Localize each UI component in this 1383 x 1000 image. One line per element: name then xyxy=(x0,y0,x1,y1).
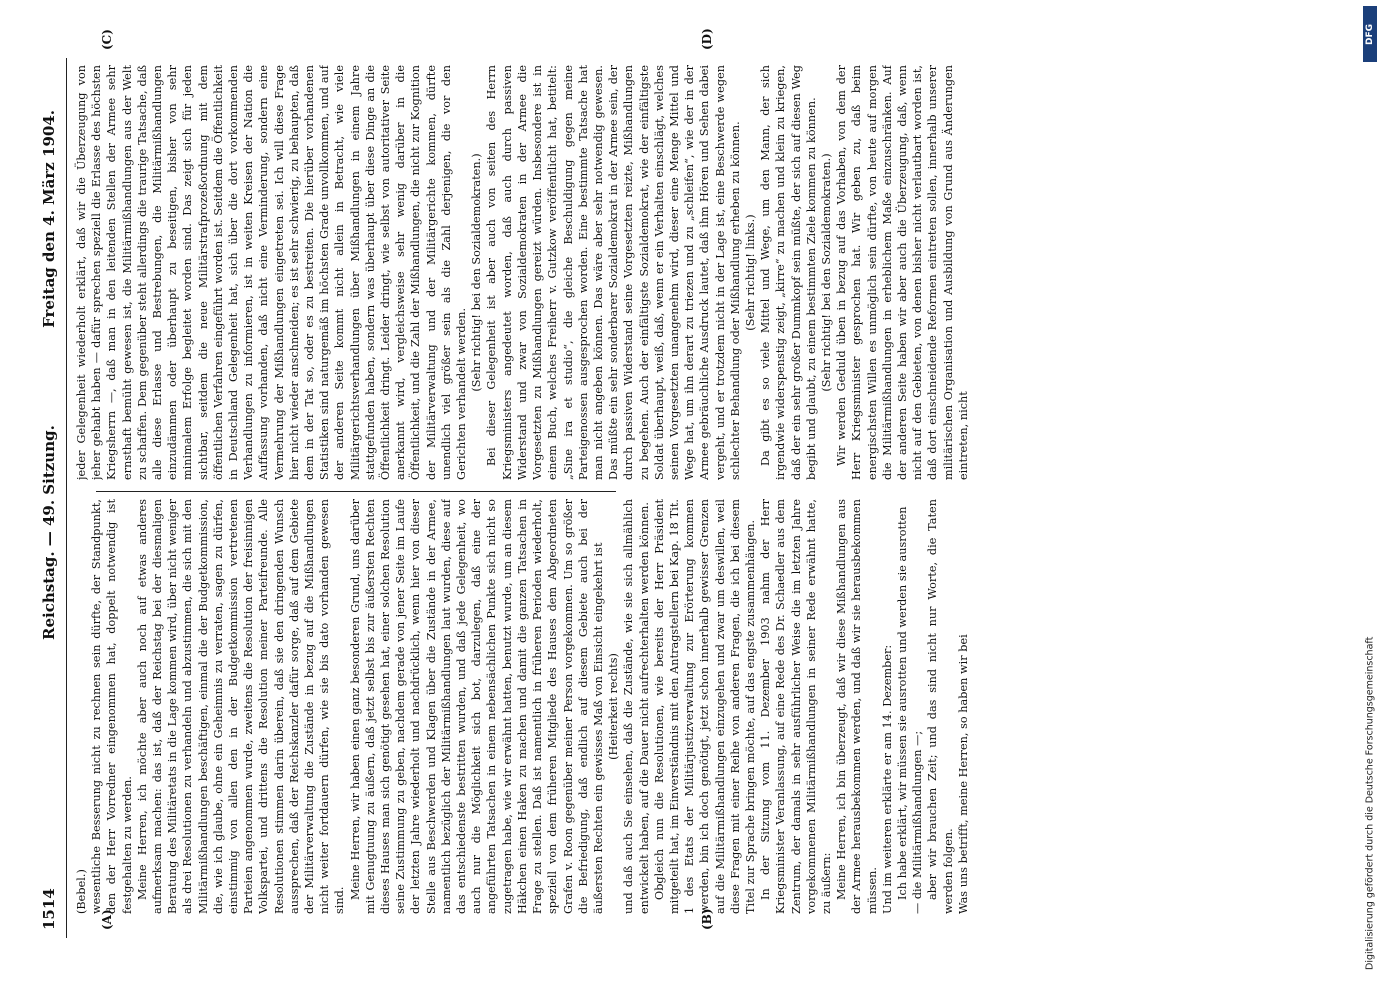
digitization-sidebar xyxy=(1355,0,1383,1000)
funding-credit: Digitalisierung gefördert durch die Deutsche Forschungsgemeinschaft xyxy=(1364,636,1376,970)
paragraph: Meine Herren, ich möchte aber auch noch auf etwas anderes aufmerksam machen: das ist, daß der Reichstag bei der diesmaligen Beratung des Militäretats in die Lage kommen wird, über nicht weniger als drei Resolutionen zu verhandeln und abzustimmen, die sich mit den Militärmißhandlungen beschäftigen, einmal die der Budgetkommission, die, wie ich glaube, ohne ein Geheimnis zu verraten, sagen zu dürfen, einstimmig von allen den in der Budgetkommission vertretenen Parteien angenommen wurde, zweitens die Resolution der freisinnigen Volkspartei, und drittens die Resolution meiner Parteifreunde. Alle Resolutionen stimmen darin überein, daß sie den dringenden Wunsch aussprechen, daß der Reichskanzler dafür sorge, daß auf dem Gebiete der Militärverwaltung die Zustände in bezug auf die Mißhandlungen nicht weiter fortdauern dürfen, wie sie bis dato vorhanden gewesen sind. xyxy=(135,499,347,914)
paragraph: (Sehr richtig! bei den Sozialdemokraten.) xyxy=(470,153,484,392)
paragraph: (Heiterkeit rechts) xyxy=(607,653,621,760)
paragraph: — die Militärmißhandlungen —; xyxy=(911,730,925,914)
paragraph: (Sehr richtig! links.) xyxy=(743,214,757,331)
column-divider xyxy=(96,491,616,492)
session-date: Freitag den 4. März 1904. xyxy=(40,110,58,328)
paragraph: Meine Herren, wir haben einen ganz besonderen Grund, uns darüber mit Genugtuung zu äußern, daß jetzt selbst bis zur äußersten Rechten dieses Hauses man sich genötigt gesehen hat, einer solchen Resolution seine Zustimmung zu geben, nachdem gerade von jener Seite im Laufe der letzten Jahre wiederholt und nachdrücklich, wenn hier von dieser Stelle aus Beschwerden und Klagen über die Zustände in der Armee, namentlich bezüglich der Militärmißhandlungen laut wurden, diese auf das entschiedenste bestritten wurden, und daß jede Gelegenheit, wo auch nur die Möglichkeit sich bot, darzulegen, daß eine der angeführten Tatsachen in einem nebensächlichen Punkte sich nicht so zugetragen habe, wie wir erwähnt hatten, benutzt wurde, um an diesem Häkchen einen Haken zu machen und damit die ganzen Tatsachen in Frage zu stellen. Daß ist namentlich in früheren Perioden wiederholt, speziell von dem früheren Mitgliede des Hauses dem Abgeordneten Grafen v. Roon gegenüber meiner Person vorgekommen. Um so größer die Befriedigung, daß endlich auf diesem Gebiete auch bei der äußersten Rechten ein gewisses Maß von Einsicht eingekehrt ist xyxy=(348,499,605,914)
margin-marker-a: (A) xyxy=(100,909,114,930)
margin-marker-c: (C) xyxy=(100,29,114,50)
margin-marker-b: (B) xyxy=(700,908,714,930)
paragraph: Was uns betrifft, meine Herren, so haben wir bei xyxy=(956,634,970,914)
right-text-column xyxy=(74,65,1284,480)
paragraph: In der Sitzung vom 11. Dezember 1903 nahm der Herr Kriegsminister Veranlassung, auf eine Rede des Dr. Schaedler aus dem Zentrum, der damals in sehr ausführlicher Weise die im letzten Jahre vorgekommenen Militärmißhandlungen in seiner Rede erwähnt hatte, zu äußern: xyxy=(759,499,833,914)
paragraph: und daß auch Sie einsehen, daß die Zustände, wie sie sich allmählich entwickelt haben, auf die Dauer nicht aufrechterhalten werden können. xyxy=(622,499,651,914)
paragraph: Da gibt es so viele Mittel und Wege, um den Mann, der sich irgendwie widerspenstig zeigt, „kirre“ zu machen und klein zu kriegen, daß der ein sehr großer Dummkopf sein müßte, der sich auf diesen Weg begibt und glaubt, zu einem bestimmten Ziele kommen zu können. xyxy=(759,65,818,480)
paragraph: (Sehr richtig! bei den Sozialdemokraten.) xyxy=(819,153,833,392)
dfg-logo: DFG xyxy=(1363,6,1377,62)
paragraph: Bei dieser Gelegenheit ist aber auch von seiten des Herrn Kriegsministers angedeutet worden, daß auch durch passiven Widerstand und zwar von Sozialdemokraten in der Armee die Vorgesetzten zu Mißhandlungen gereizt würden. Insbesondere ist in einem Buch, welches Freiherr v. Gutzkow veröffentlicht hat, betitelt: „Sine ira et studio“, die gleiche Beschuldigung gegen meine Parteigenossen ausgesprochen worden. Eine bestimmte Tatsache hat man nicht angeben können. Das wäre aber sehr notwendig gewesen. Das müßte ein sehr sonderbarer Sozialdemokrat in der Armee sein, der durch passiven Widerstand seine Vorgesetzten reizte, Mißhandlungen zu begehen. Auch der einfältigste Sozialdemokrat, wie der einfältigste Soldat überhaupt, weiß, daß, wenn er ein Verhalten einschlägt, welches seinen Vorgesetzten unangenehm wird, dieser eine Menge Mittel und Wege hat, um ihn derart zu triezen und zu „schleifen“, wie der in der Armee gebräuchliche Ausdruck lautet, daß ihm Hören und Sehen dabei vergeht, und er trotzdem nicht in der Lage ist, eine Beschwerde wegen schlechter Behandlung oder Mißhandlung erheben zu können. xyxy=(485,65,742,480)
page-number: 1514 xyxy=(40,888,58,930)
session-title: Reichstag. — 49. Sitzung. xyxy=(40,425,58,640)
paragraph: aber wir brauchen Zeit; und das sind nicht nur Worte, die Taten werden folgen. xyxy=(926,499,955,914)
paragraph: wesentliche Besserung nicht zu rechnen sein dürfte, der Standpunkt, den der Herr Vorredner eingenommen hat, doppelt notwendig ist festgehalten zu werden. xyxy=(90,499,134,914)
paragraph: Und im weiteren erklärte er am 14. Dezember: xyxy=(880,644,894,914)
page-header xyxy=(40,70,62,930)
margin-marker-d: (D) xyxy=(700,28,714,50)
paragraph: Obgleich nun die Resolutionen, wie bereits der Herr Präsident mitgeteilt hat, im Einverständnis mit den Antragstellern bei Kap. 18 Tit. 1 des Etats der Militärjustizverwaltung zur Erörterung kommen werden, bin ich doch genötigt, jetzt schon innerhalb gewisser Grenzen auf die Militärmißhandlungen einzugehen und zwar um deswillen, weil diese Fragen mit einer Reihe von anderen Fragen, die ich bei diesem Titel zur Sprache bringen möchte, auf das engste zusammenhängen. xyxy=(652,499,757,914)
paragraph: Ich habe erklärt, wir müssen sie ausrotten und werden sie ausrotten xyxy=(895,506,909,900)
header-rule xyxy=(66,58,67,938)
paragraph: (Bebel.) xyxy=(75,869,88,914)
paragraph: jeder Gelegenheit wiederholt erklärt, daß wir die Überzeugung von jeher gehabt haben — dafür sprechen speziell die Erlasse des höchsten Kriegsherrn —, daß man in den leitenden Stellen der Armee sehr ernsthaft bemüht gewesen ist, die Militärmißhandlungen aus der Welt zu schaffen. Dem gegenüber steht allerdings die traurige Tatsache, daß alle diese Erlasse und Bestrebungen, die Militärmißhandlungen einzudämmen oder überhaupt zu beseitigen, bisher von sehr minimalem Erfolge begleitet worden sind. Das zeigt sich für jeden sichtbar, seitdem die neue Militärstrafprozeßordnung mit dem öffentlichen Verfahren eingeführt worden ist. Seitdem die Öffentlichkeit in Deutschland Gelegenheit hat, sich über die dort vorkommenden Verhandlungen zu informieren, ist in weiten Kreisen der Nation die Auffassung vorhanden, daß nicht eine Verminderung, sondern eine Vermehrung der Mißhandlungen eingetreten sei. Ich will diese Frage hier nicht wieder anschneiden; es ist sehr schwierig, zu behaupten, daß dem in der Tat so, oder es zu bestreiten. Die hierüber vorhandenen Statistiken sind naturgemäß im höchsten Grade unvollkommen, und auf der anderen Seite kommt nicht allein in Betracht, wie viele Militärgerichtsverhandlungen über Mißhandlungen in einem Jahre stattgefunden haben, sondern was überhaupt über diese Dinge an die Öffentlichkeit dringt. Leider dringt, wie selbst von autoritativer Seite anerkannt wird, vergleichsweise sehr wenig darüber in die Öffentlichkeit, und die Zahl der Mißhandlungen, die nicht zur Kognition der Militärverwaltung und der Militärgerichte kommen, dürfte unendlich viel größer sein als die Zahl derjenigen, die vor den Gerichten verhandelt werden. xyxy=(75,65,469,480)
paragraph: Wir werden Geduld üben in bezug auf das Vorhaben, von dem der Herr Kriegsminister gesprochen hat. Wir geben zu, daß beim energischsten Willen es unmöglich sein dürfte, von heute auf morgen die Militärmißhandlungen in erheblichem Maße einzuschränken. Auf der anderen Seite haben wir aber auch die Überzeugung, daß, wenn nicht auf den Gebieten, von denen bisher nicht verlautbart worden ist, daß dort einschneidende Reformen eintreten sollen, innerhalb unserer militärischen Organisation und Ausbildung von Grund aus Änderungen eintreten, nicht xyxy=(835,65,970,480)
paragraph: Meine Herren, ich bin überzeugt, daß wir diese Mißhandlungen aus der Armee herausbekommen werden, und daß wir sie herausbekommen müssen. xyxy=(835,499,879,914)
left-text-column xyxy=(74,499,1284,914)
